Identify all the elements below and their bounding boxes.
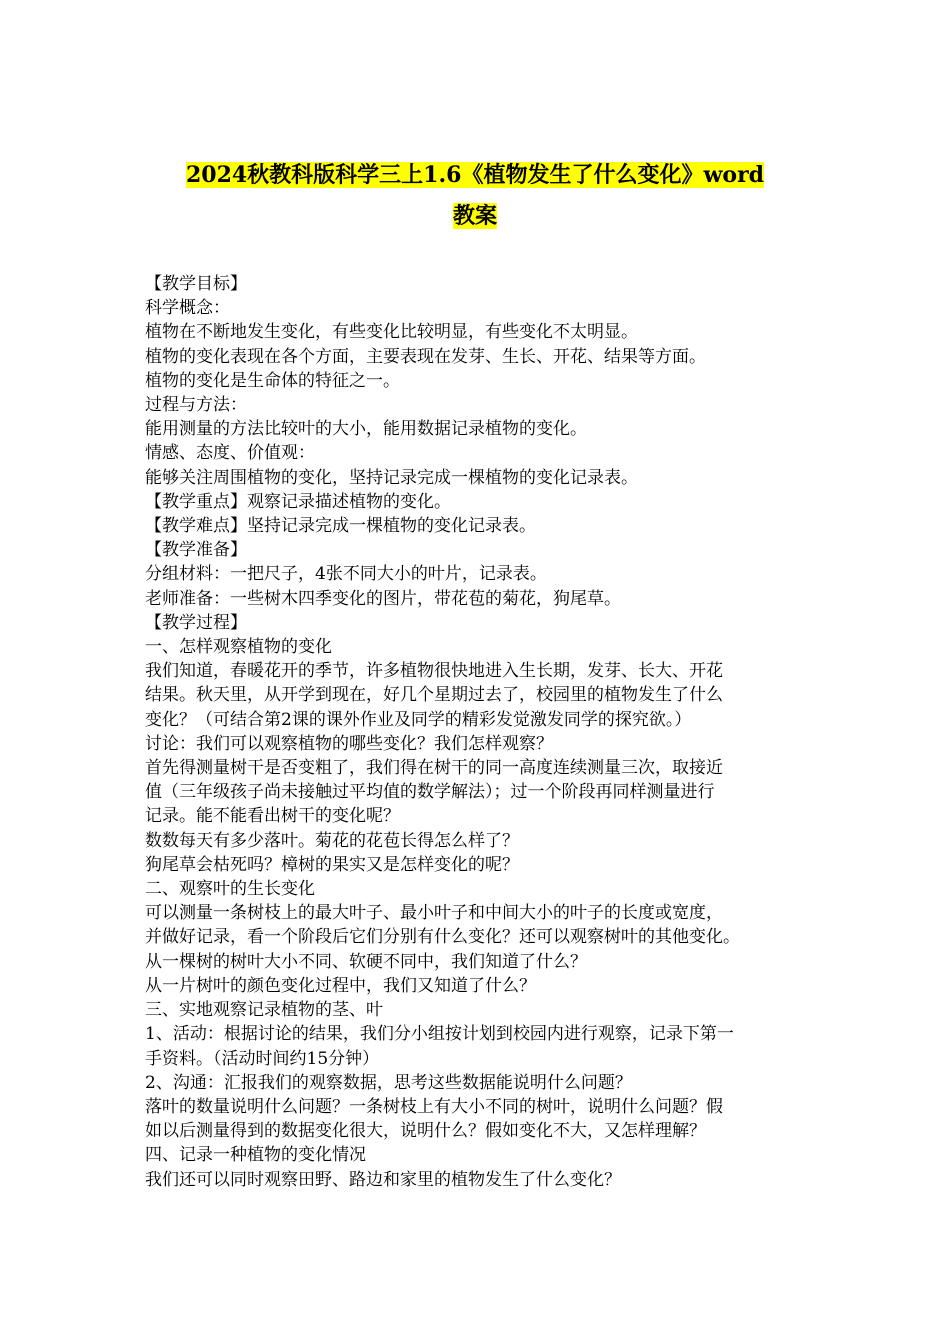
- body-line: 【教学过程】: [145, 612, 247, 633]
- document-title: [100, 155, 850, 237]
- body-line: 【教学目标】: [145, 274, 247, 294]
- body-line: 植物的变化是生命体的特征之一。: [145, 370, 400, 391]
- body-line: 结果。秋天里，从开学到现在，好几个星期过去了，校园里的植物发生了什么: [145, 685, 723, 706]
- body-line: 科学概念：: [145, 298, 230, 319]
- body-line: 2、沟通：汇报我们的观察数据，思考这些数据能说明什么问题？: [145, 1072, 632, 1093]
- body-line: 【教学重点】观察记录描述植物的变化。: [145, 491, 451, 512]
- body-line: 三、实地观察记录植物的茎、叶: [145, 1000, 383, 1021]
- body-line: 植物的变化表现在各个方面，主要表现在发芽、生长、开花、结果等方面。: [145, 346, 706, 367]
- body-line: 我们还可以同时观察田野、路边和家里的植物发生了什么变化？: [145, 1169, 621, 1190]
- body-line: 我们知道，春暖花开的季节，许多植物很快地进入生长期，发芽、长大、开花: [145, 661, 723, 682]
- body-line: 值（三年级孩子尚未接触过平均值的数学解法）；过一个阶段再同样测量进行: [145, 782, 715, 803]
- body-line: 分组材料：一把尺子，4张不同大小的叶片，记录表。: [145, 564, 547, 585]
- body-line: 数数每天有多少落叶。菊花的花苞长得怎么样了？: [145, 830, 519, 851]
- body-line: 可以测量一条树枝上的最大叶子、最小叶子和中间大小的叶子的长度或宽度，: [145, 903, 723, 924]
- body-line: 讨论：我们可以观察植物的哪些变化？我们怎样观察？: [145, 733, 553, 754]
- body-line: 【教学准备】: [145, 540, 247, 561]
- body-line: 能够关注周围植物的变化，坚持记录完成一棵植物的变化记录表。: [145, 467, 638, 488]
- title-line-1: 2024秋教科版科学三上1.6《植物发生了什么变化》word: [185, 162, 765, 188]
- body-line: 老师准备：一些树木四季变化的图片，带花苞的菊花，狗尾草。: [145, 588, 621, 609]
- body-line: 从一片树叶的颜色变化过程中，我们又知道了什么？: [145, 975, 536, 996]
- body-line: 情感、态度、价值观：: [145, 443, 315, 464]
- body-line: 四、记录一种植物的变化情况: [145, 1145, 366, 1166]
- body-line: 过程与方法：: [145, 395, 247, 416]
- body-line: 能用测量的方法比较叶的大小，能用数据记录植物的变化。: [145, 419, 587, 440]
- body-line: 记录。能不能看出树干的变化呢？: [145, 806, 400, 827]
- body-line: 手资料。（活动时间约15分钟）: [145, 1048, 380, 1069]
- body-line: 一、怎样观察植物的变化: [145, 637, 332, 658]
- body-line: 如以后测量得到的数据变化很大，说明什么？假如变化不大，又怎样理解？: [145, 1121, 706, 1142]
- body-line: 落叶的数量说明什么问题？一条树枝上有大小不同的树叶，说明什么问题？假: [145, 1096, 723, 1117]
- body-line: 狗尾草会枯死吗？樟树的果实又是怎样变化的呢？: [145, 854, 519, 875]
- body-line: 植物在不断地发生变化，有些变化比较明显，有些变化不太明显。: [145, 322, 638, 343]
- body-line: 1、活动：根据讨论的结果，我们分小组按计划到校园内进行观察，记录下第一: [145, 1024, 734, 1045]
- body-line: 从一棵树的树叶大小不同、软硬不同中，我们知道了什么？: [145, 951, 587, 972]
- document-body: [145, 272, 815, 1192]
- title-line-2: 教案: [452, 203, 497, 229]
- body-line: 二、观察叶的生长变化: [145, 879, 315, 900]
- body-line: 【教学难点】坚持记录完成一棵植物的变化记录表。: [145, 516, 536, 537]
- body-line: 变化？（可结合第2课的课外作业及同学的精彩发觉激发同学的探究欲。）: [145, 709, 692, 730]
- body-line: 首先得测量树干是否变粗了，我们得在树干的同一高度连续测量三次，取接近: [145, 758, 723, 779]
- body-line: 并做好记录，看一个阶段后它们分别有什么变化？还可以观察树叶的其他变化。: [145, 927, 740, 948]
